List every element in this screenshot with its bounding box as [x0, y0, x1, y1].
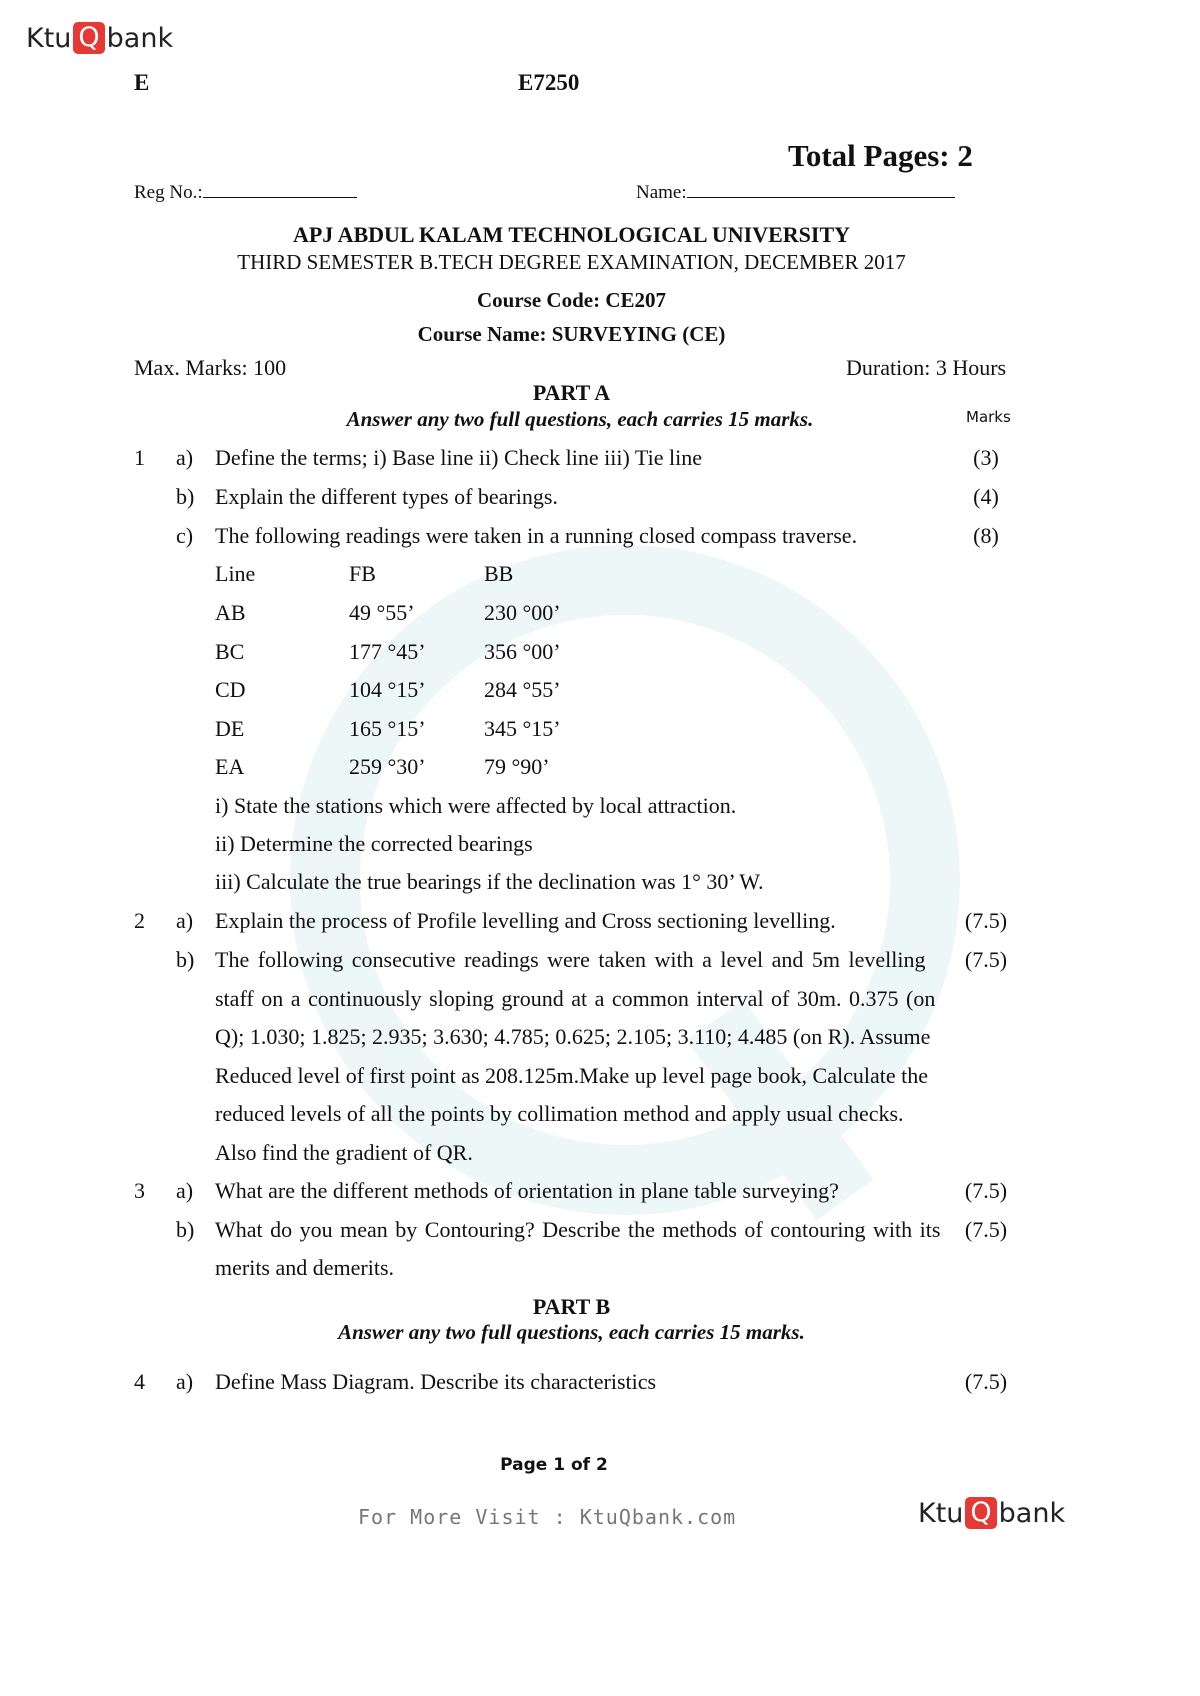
table-header-bb: BB [484, 561, 514, 586]
part-a-instruction: Answer any two full questions, each carries 15 marks. [346, 407, 814, 431]
q4-a-marks: (7.5) [964, 1369, 1008, 1394]
q2-b-line-text: The following consecutive readings were taken with a level and 5m levelling [215, 947, 926, 972]
table-cell-fb: 104 °15’ [349, 677, 426, 702]
course-name: Course Name: SURVEYING (CE) [417, 322, 726, 346]
table-cell-fb: 259 °30’ [349, 754, 426, 779]
question-number-2: 2 [134, 908, 145, 933]
q1-c-sub-ii: ii) Determine the corrected bearings [215, 831, 533, 856]
reg-no-line [203, 196, 357, 198]
page-indicator [0, 1455, 1108, 1475]
page-number: 1 [553, 1455, 566, 1475]
part-b-title: PART B [532, 1294, 611, 1319]
q1-a-text: Define the terms; i) Base line ii) Check line iii) Tie line [215, 445, 702, 470]
logo-text-ktu: Ktu [26, 22, 72, 54]
q1-c-marks: (8) [973, 523, 999, 548]
series-code: E [134, 70, 150, 95]
q2-a-label: a) [176, 908, 194, 933]
visit-link[interactable]: For More Visit : KtuQbank.com [358, 1505, 737, 1529]
duration: Duration: 3 Hours [846, 355, 1007, 380]
q1-b-marks: (4) [973, 484, 999, 509]
page-of: of [565, 1455, 596, 1475]
q3-a-label: a) [176, 1178, 194, 1203]
page-total: 2 [596, 1455, 608, 1475]
q4-a-text: Define Mass Diagram. Describe its characteristics [215, 1369, 657, 1394]
q3-b-line: merits and demerits. [215, 1255, 395, 1280]
q4-a-label: a) [176, 1369, 194, 1394]
part-a-title: PART A [532, 380, 611, 405]
q1-b-label: b) [176, 484, 195, 509]
question-number-4: 4 [134, 1369, 145, 1394]
table-cell-bb: 79 °90’ [484, 754, 550, 779]
q2-b-line: reduced levels of all the points by collimation method and apply usual checks. [215, 1101, 904, 1126]
ktuqbank-logo-top[interactable] [26, 22, 173, 54]
table-cell-bb: 284 °55’ [484, 677, 561, 702]
table-cell-bb: 230 °00’ [484, 600, 561, 625]
table-cell-line: BC [215, 639, 245, 664]
part-b-instruction: Answer any two full questions, each carries 15 marks. [338, 1320, 805, 1344]
table-cell-fb: 165 °15’ [349, 716, 426, 741]
q3-a-text: What are the different methods of orientation in plane table surveying? [215, 1178, 839, 1203]
max-marks: Max. Marks: 100 [134, 355, 287, 380]
total-pages: Total Pages: 2 [788, 138, 973, 173]
logo-text-ktu: Ktu [918, 1497, 964, 1529]
q2-b-line: Also find the gradient of QR. [215, 1140, 473, 1165]
q1-a-marks: (3) [973, 445, 999, 470]
paper-code: E7250 [518, 70, 580, 95]
marks-column-header: Marks [966, 408, 1011, 426]
q2-b-line: staff on a continuously sloping ground at a common interval of 30m. 0.375 (on [215, 986, 936, 1011]
q1-c-sub-i: i) State the stations which were affected by local attraction. [215, 793, 737, 818]
q3-b-line: What do you mean by Contouring? Describe the methods of contouring with its [215, 1217, 941, 1242]
table-cell-fb: 49 °55’ [349, 600, 415, 625]
q2-a-text: Explain the process of Profile levelling and Cross sectioning levelling. [215, 908, 836, 933]
logo-q-badge: Q [73, 22, 104, 54]
table-cell-line: EA [215, 754, 245, 779]
table-cell-fb: 177 °45’ [349, 639, 426, 664]
q3-a-marks: (7.5) [964, 1178, 1008, 1203]
table-cell-line: AB [215, 600, 246, 625]
q2-b-line [215, 947, 947, 973]
q3-b-marks: (7.5) [964, 1217, 1008, 1242]
logo-text-bank: bank [998, 1497, 1066, 1529]
q2-b-line: Reduced level of first point as 208.125m.Make up level page book, Calculate the [215, 1063, 928, 1088]
question-number-1: 1 [134, 445, 145, 470]
university-name: APJ ABDUL KALAM TECHNOLOGICAL UNIVERSITY [292, 222, 851, 247]
ktuqbank-logo-bottom[interactable] [918, 1497, 1065, 1529]
reg-no-field [134, 182, 357, 204]
name-field [636, 182, 955, 204]
question-number-3: 3 [134, 1178, 145, 1203]
q1-c-sub-iii: iii) Calculate the true bearings if the declination was 1° 30’ W. [215, 869, 764, 894]
table-cell-bb: 356 °00’ [484, 639, 561, 664]
table-cell-line: CD [215, 677, 246, 702]
q2-b-line: Q); 1.030; 1.825; 2.935; 3.630; 4.785; 0.625; 2.105; 3.110; 4.485 (on R). Assume [215, 1024, 931, 1049]
table-header-line: Line [215, 561, 256, 586]
q2-b-marks: (7.5) [964, 947, 1008, 972]
table-header-fb: FB [349, 561, 376, 586]
exam-semester: THIRD SEMESTER B.TECH DEGREE EXAMINATION, DECEMBER 2017 [237, 250, 906, 274]
q1-b-text: Explain the different types of bearings. [215, 484, 558, 509]
name-line [687, 196, 955, 198]
q1-c-label: c) [176, 523, 194, 548]
logo-text-bank: bank [106, 22, 174, 54]
reg-no-label: Reg No.: [134, 182, 203, 203]
name-label: Name: [636, 182, 687, 203]
q3-b-label: b) [176, 1217, 195, 1242]
q1-c-text: The following readings were taken in a running closed compass traverse. [215, 523, 858, 548]
logo-q-badge: Q [965, 1497, 996, 1529]
table-cell-bb: 345 °15’ [484, 716, 561, 741]
course-code: Course Code: CE207 [477, 288, 666, 312]
table-cell-line: DE [215, 716, 245, 741]
q1-a-label: a) [176, 445, 194, 470]
q2-b-label: b) [176, 947, 195, 972]
page-prefix: Page [500, 1455, 554, 1475]
q2-a-marks: (7.5) [964, 908, 1008, 933]
